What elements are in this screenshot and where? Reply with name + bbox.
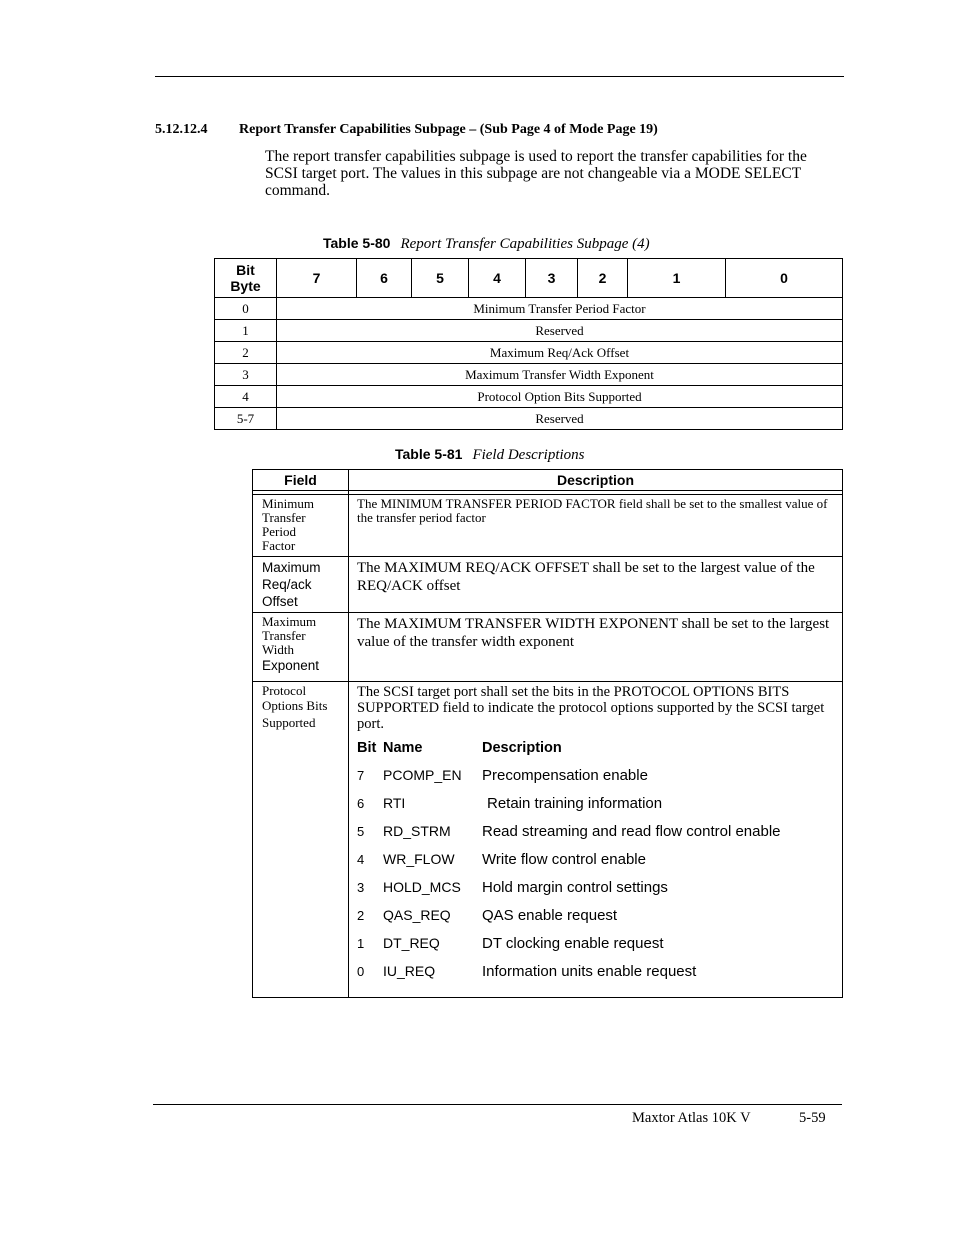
byte-cell: 1 — [215, 320, 277, 342]
list-item: 7 PCOMP_EN Precompensation enable — [357, 767, 648, 784]
bits-list-header: Bit Name Description — [357, 740, 562, 756]
field-name-cell: Maximum Req/ack Offset — [253, 557, 349, 613]
table80-caption — [323, 235, 650, 253]
table81-label: Table 5-81 — [395, 446, 463, 462]
section-number: 5.12.12.4 — [155, 122, 208, 137]
table80-header-row — [215, 259, 843, 298]
field-name-cell: Protocol Options Bits Supported — [253, 682, 349, 998]
table-row — [215, 342, 843, 364]
table80-label: Table 5-80 — [323, 235, 391, 251]
bit-column-header: 4 — [469, 259, 526, 298]
section-heading — [155, 122, 658, 138]
list-item: 3 HOLD_MCS Hold margin control settings — [357, 879, 668, 896]
description-column-header: Description — [349, 470, 843, 491]
bit-column-header: 0 — [726, 259, 843, 298]
protocol-bits-list — [357, 740, 834, 987]
field-column-header: Field — [253, 470, 349, 491]
intro-paragraph: The report transfer capabilities subpage is used to report the transfer capabilities for the SCSI target port. The values in this subpage are not changeable via a MODE SELECT command. — [265, 148, 807, 199]
table-row — [253, 682, 843, 998]
description-cell: The MAXIMUM REQ/ACK OFFSET shall be set to the largest value of the REQ/ACK offset — [349, 557, 843, 613]
byte-cell: 4 — [215, 386, 277, 408]
list-item: 6 RTI Retain training information — [357, 795, 663, 812]
field-name-cell: Maximum Transfer Width Exponent — [253, 613, 349, 682]
table81-caption — [395, 446, 585, 464]
description-cell — [349, 682, 843, 998]
field-cell: Reserved — [277, 320, 843, 342]
list-item: 0 IU_REQ Information units enable request — [357, 963, 697, 980]
description-cell: The MAXIMUM TRANSFER WIDTH EXPONENT shall be set to the largest value of the transfer width exponent — [349, 613, 843, 682]
header-rule — [155, 76, 844, 77]
field-cell: Maximum Transfer Width Exponent — [277, 364, 843, 386]
bit-byte-header: Bit Byte — [215, 259, 277, 298]
byte-cell: 5-7 — [215, 408, 277, 430]
table-row — [253, 495, 843, 557]
description-cell: The MINIMUM TRANSFER PERIOD FACTOR field shall be set to the smallest value of the transfer period factor — [349, 495, 843, 557]
table-row — [215, 408, 843, 430]
list-item: 4 WR_FLOW Write flow control enable — [357, 851, 646, 868]
footer-page-number: 5-59 — [799, 1110, 826, 1126]
section-title: Report Transfer Capabilities Subpage – (Sub Page 4 of Mode Page 19) — [239, 122, 658, 137]
table-row — [215, 320, 843, 342]
footer-rule — [153, 1104, 842, 1105]
table-row — [253, 613, 843, 682]
bit-column-header: 2 — [578, 259, 628, 298]
table-row — [253, 557, 843, 613]
footer-document-title: Maxtor Atlas 10K V — [632, 1110, 751, 1126]
table-row — [215, 364, 843, 386]
table-row — [215, 386, 843, 408]
byte-cell: 0 — [215, 298, 277, 320]
table80-title: Report Transfer Capabilities Subpage (4) — [400, 236, 650, 252]
bit-column-header: 1 — [628, 259, 726, 298]
byte-cell: 3 — [215, 364, 277, 386]
list-item: 2 QAS_REQ QAS enable request — [357, 907, 618, 924]
field-cell: Reserved — [277, 408, 843, 430]
field-cell: Maximum Req/Ack Offset — [277, 342, 843, 364]
report-transfer-capabilities-table — [214, 258, 843, 430]
bit-column-header: 3 — [526, 259, 578, 298]
table-row — [215, 298, 843, 320]
list-item: 1 DT_REQ DT clocking enable request — [357, 935, 664, 952]
field-cell: Protocol Option Bits Supported — [277, 386, 843, 408]
protocol-options-description: The SCSI target port shall set the bits in the PROTOCOL OPTIONS BITS SUPPORTED field to indicate the protocol options supported by the SCSI target port. — [357, 684, 825, 732]
bit-column-header: 5 — [412, 259, 469, 298]
field-cell: Minimum Transfer Period Factor — [277, 298, 843, 320]
table81-header-row — [253, 470, 843, 491]
list-item: 5 RD_STRM Read streaming and read flow control enable — [357, 823, 781, 840]
bit-column-header: 6 — [357, 259, 412, 298]
table81-title: Field Descriptions — [472, 447, 585, 463]
bit-column-header: 7 — [277, 259, 357, 298]
field-name-cell: Minimum Transfer Period Factor — [253, 495, 349, 557]
field-descriptions-table — [252, 469, 843, 998]
byte-cell: 2 — [215, 342, 277, 364]
